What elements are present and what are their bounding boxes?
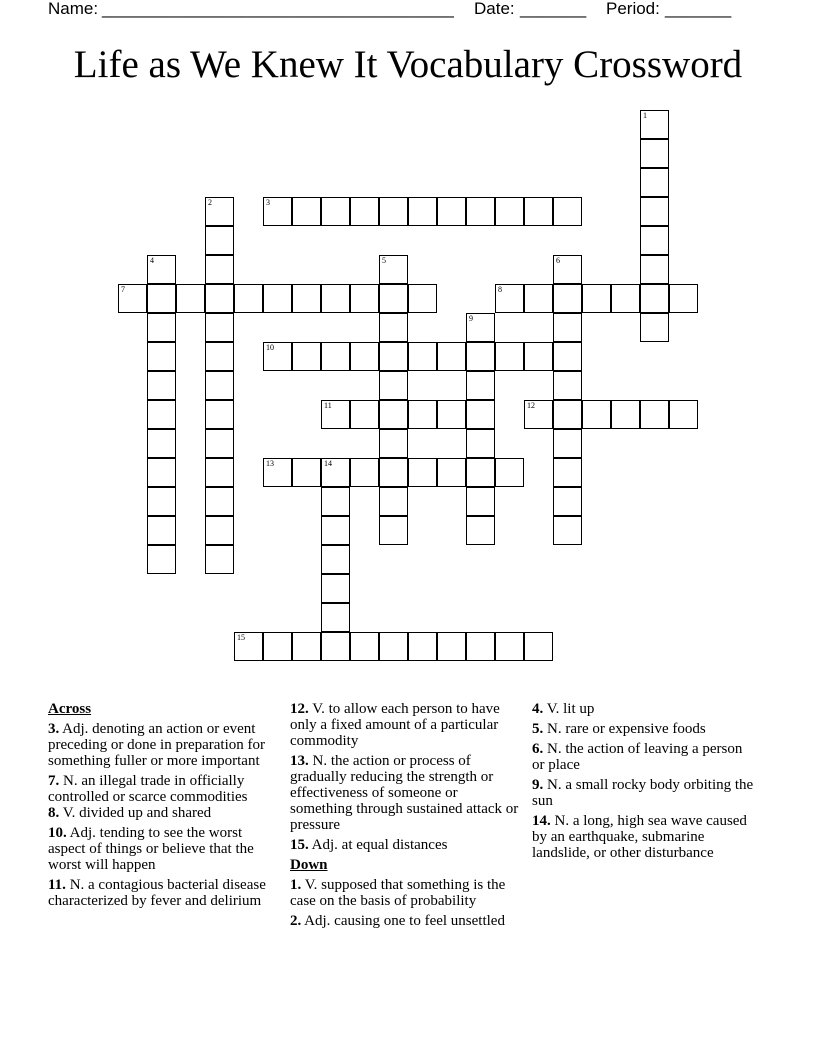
grid-cell[interactable] (263, 284, 292, 313)
down-heading: Down (290, 857, 328, 873)
grid-cell[interactable] (205, 458, 234, 487)
grid-cell[interactable] (292, 632, 321, 661)
grid-cell[interactable] (205, 400, 234, 429)
grid-cell[interactable] (379, 516, 408, 545)
grid-cell[interactable] (640, 313, 669, 342)
grid-cell[interactable] (611, 284, 640, 313)
grid-cell[interactable] (292, 342, 321, 371)
period-field[interactable]: _______ (665, 0, 732, 18)
grid-cell[interactable] (147, 284, 176, 313)
grid-cell[interactable] (437, 197, 466, 226)
grid-cell[interactable] (553, 284, 582, 313)
grid-cell[interactable] (466, 313, 495, 342)
clue-across-8: 8. V. divided up and shared (48, 805, 212, 821)
across-heading: Across (48, 701, 92, 717)
grid-cell[interactable] (524, 632, 553, 661)
grid-cell[interactable] (147, 255, 176, 284)
clue-column-1 (48, 701, 278, 913)
grid-cell[interactable] (524, 400, 553, 429)
clue-across-7: 7. N. an illegal trade in officially controlled or scarce commodities (48, 773, 248, 805)
clue-across-13: 13. N. the action or process of gradually reducing the strength or effectiveness of someone or something through sustained attack or pressure (290, 753, 519, 833)
clue-number: 15 (237, 633, 245, 642)
grid-cell[interactable] (437, 458, 466, 487)
date-label: Date: (474, 0, 515, 18)
grid-cell[interactable] (408, 284, 437, 313)
grid-cell[interactable] (466, 458, 495, 487)
grid-cell[interactable] (553, 197, 582, 226)
clue-across-15: 15. Adj. at equal distances (290, 837, 448, 853)
grid-cell[interactable] (495, 342, 524, 371)
grid-cell[interactable] (350, 197, 379, 226)
grid-cell[interactable] (466, 429, 495, 458)
grid-cell[interactable] (205, 284, 234, 313)
period-label: Period: (606, 0, 660, 18)
grid-cell[interactable] (408, 342, 437, 371)
clue-number: 8 (498, 285, 502, 294)
name-field[interactable]: ______________________________________ (102, 0, 454, 18)
grid-cell[interactable] (147, 516, 176, 545)
grid-cell[interactable] (379, 458, 408, 487)
grid-cell[interactable] (466, 371, 495, 400)
grid-cell[interactable] (437, 400, 466, 429)
grid-cell[interactable] (147, 342, 176, 371)
clue-across-11: 11. N. a contagious bacterial disease characterized by fever and delirium (48, 877, 266, 909)
clue-down-4: 4. V. lit up (532, 701, 595, 717)
grid-cell[interactable] (205, 429, 234, 458)
grid-cell[interactable] (292, 458, 321, 487)
grid-cell[interactable] (524, 197, 553, 226)
grid-cell[interactable] (147, 487, 176, 516)
clue-number: 6 (556, 256, 560, 265)
grid-cell[interactable] (321, 400, 350, 429)
grid-cell[interactable] (205, 371, 234, 400)
grid-cell[interactable] (350, 632, 379, 661)
grid-cell[interactable] (582, 284, 611, 313)
clue-number: 5 (382, 256, 386, 265)
grid-cell[interactable] (147, 371, 176, 400)
grid-cell[interactable] (321, 458, 350, 487)
grid-cell[interactable] (205, 487, 234, 516)
clue-down-2: 2. Adj. causing one to feel unsettled (290, 913, 505, 929)
grid-cell[interactable] (147, 313, 176, 342)
grid-cell[interactable] (379, 255, 408, 284)
clue-down-9: 9. N. a small rocky body orbiting the sun (532, 777, 754, 809)
grid-cell[interactable] (263, 342, 292, 371)
grid-cell[interactable] (234, 632, 263, 661)
grid-cell[interactable] (263, 458, 292, 487)
grid-cell[interactable] (205, 197, 234, 226)
grid-cell[interactable] (379, 313, 408, 342)
grid-cell[interactable] (205, 313, 234, 342)
clue-number: 4 (150, 256, 154, 265)
grid-cell[interactable] (553, 458, 582, 487)
grid-cell[interactable] (582, 400, 611, 429)
grid-cell[interactable] (321, 197, 350, 226)
grid-cell[interactable] (640, 255, 669, 284)
grid-cell[interactable] (466, 342, 495, 371)
grid-cell[interactable] (640, 168, 669, 197)
grid-cell[interactable] (147, 429, 176, 458)
grid-cell[interactable] (205, 226, 234, 255)
grid-cell[interactable] (466, 632, 495, 661)
grid-cell[interactable] (495, 284, 524, 313)
clue-number: 11 (324, 401, 332, 410)
clue-number: 14 (324, 459, 332, 468)
grid-cell[interactable] (466, 487, 495, 516)
grid-cell[interactable] (611, 400, 640, 429)
grid-cell[interactable] (379, 632, 408, 661)
grid-cell[interactable] (147, 400, 176, 429)
name-label: Name: (48, 0, 99, 18)
clue-column-2 (290, 701, 522, 933)
grid-cell[interactable] (495, 632, 524, 661)
clue-down-6: 6. N. the action of leaving a person or place (532, 741, 743, 773)
grid-cell[interactable] (553, 429, 582, 458)
grid-cell[interactable] (553, 487, 582, 516)
grid-cell[interactable] (292, 284, 321, 313)
grid-cell[interactable] (321, 516, 350, 545)
grid-cell[interactable] (669, 400, 698, 429)
grid-cell[interactable] (263, 632, 292, 661)
grid-cell[interactable] (466, 400, 495, 429)
grid-cell[interactable] (321, 632, 350, 661)
grid-cell[interactable] (495, 458, 524, 487)
grid-cell[interactable] (321, 545, 350, 574)
page-title: Life as We Knew It Vocabulary Crossword (73, 43, 743, 86)
grid-cell[interactable] (408, 458, 437, 487)
grid-cell[interactable] (205, 255, 234, 284)
clue-number: 12 (527, 401, 535, 410)
clue-across-3: 3. Adj. denoting an action or event preceding or done in preparation for something fuller or more important (48, 721, 265, 769)
grid-cell[interactable] (553, 342, 582, 371)
clue-column-3 (532, 701, 757, 865)
grid-cell[interactable] (640, 400, 669, 429)
grid-cell[interactable] (553, 371, 582, 400)
clue-number: 9 (469, 314, 473, 323)
grid-cell[interactable] (640, 110, 669, 139)
clue-number: 7 (121, 285, 125, 294)
grid-cell[interactable] (263, 197, 292, 226)
grid-cell[interactable] (321, 603, 350, 632)
grid-cell[interactable] (553, 255, 582, 284)
grid-cell[interactable] (379, 342, 408, 371)
grid-cell[interactable] (524, 284, 553, 313)
date-field[interactable]: _______ (520, 0, 587, 18)
grid-cell[interactable] (292, 197, 321, 226)
grid-cell[interactable] (205, 516, 234, 545)
grid-cell[interactable] (118, 284, 147, 313)
grid-cell[interactable] (466, 197, 495, 226)
grid-cell[interactable] (379, 400, 408, 429)
grid-cell[interactable] (408, 400, 437, 429)
grid-cell[interactable] (147, 545, 176, 574)
grid-cell[interactable] (321, 342, 350, 371)
grid-cell[interactable] (350, 400, 379, 429)
grid-cell[interactable] (640, 139, 669, 168)
grid-cell[interactable] (321, 487, 350, 516)
grid-cell[interactable] (379, 284, 408, 313)
grid-cell[interactable] (495, 197, 524, 226)
grid-cell[interactable] (379, 371, 408, 400)
grid-cell[interactable] (379, 487, 408, 516)
grid-cell[interactable] (234, 284, 263, 313)
clue-across-12: 12. V. to allow each person to have only a fixed amount of a particular commodity (290, 701, 500, 749)
clue-down-1: 1. V. supposed that something is the case on the basis of probability (290, 877, 506, 909)
clue-across-10: 10. Adj. tending to see the worst aspect of things or believe that the worst will happen (48, 825, 254, 873)
clue-number: 2 (208, 198, 212, 207)
clue-number: 13 (266, 459, 274, 468)
grid-cell[interactable] (524, 342, 553, 371)
clue-number: 3 (266, 198, 270, 207)
grid-cell[interactable] (379, 197, 408, 226)
grid-cell[interactable] (321, 284, 350, 313)
grid-cell[interactable] (553, 516, 582, 545)
grid-cell[interactable] (408, 197, 437, 226)
grid-cell[interactable] (669, 284, 698, 313)
grid-cell[interactable] (437, 342, 466, 371)
grid-cell[interactable] (205, 545, 234, 574)
grid-cell[interactable] (205, 342, 234, 371)
grid-cell[interactable] (640, 226, 669, 255)
grid-cell[interactable] (350, 342, 379, 371)
clue-number: 1 (643, 111, 647, 120)
clue-number: 10 (266, 343, 274, 352)
grid-cell[interactable] (147, 458, 176, 487)
grid-cell[interactable] (640, 197, 669, 226)
grid-cell[interactable] (321, 574, 350, 603)
grid-cell[interactable] (437, 632, 466, 661)
grid-cell[interactable] (466, 516, 495, 545)
grid-cell[interactable] (350, 284, 379, 313)
grid-cell[interactable] (350, 458, 379, 487)
grid-cell[interactable] (379, 429, 408, 458)
grid-cell[interactable] (553, 400, 582, 429)
grid-cell[interactable] (408, 632, 437, 661)
grid-cell[interactable] (553, 313, 582, 342)
grid-cell[interactable] (640, 284, 669, 313)
clue-down-14: 14. N. a long, high sea wave caused by an earthquake, submarine landslide, or other disturbance (532, 813, 747, 861)
clue-down-5: 5. N. rare or expensive foods (532, 721, 706, 737)
grid-cell[interactable] (176, 284, 205, 313)
